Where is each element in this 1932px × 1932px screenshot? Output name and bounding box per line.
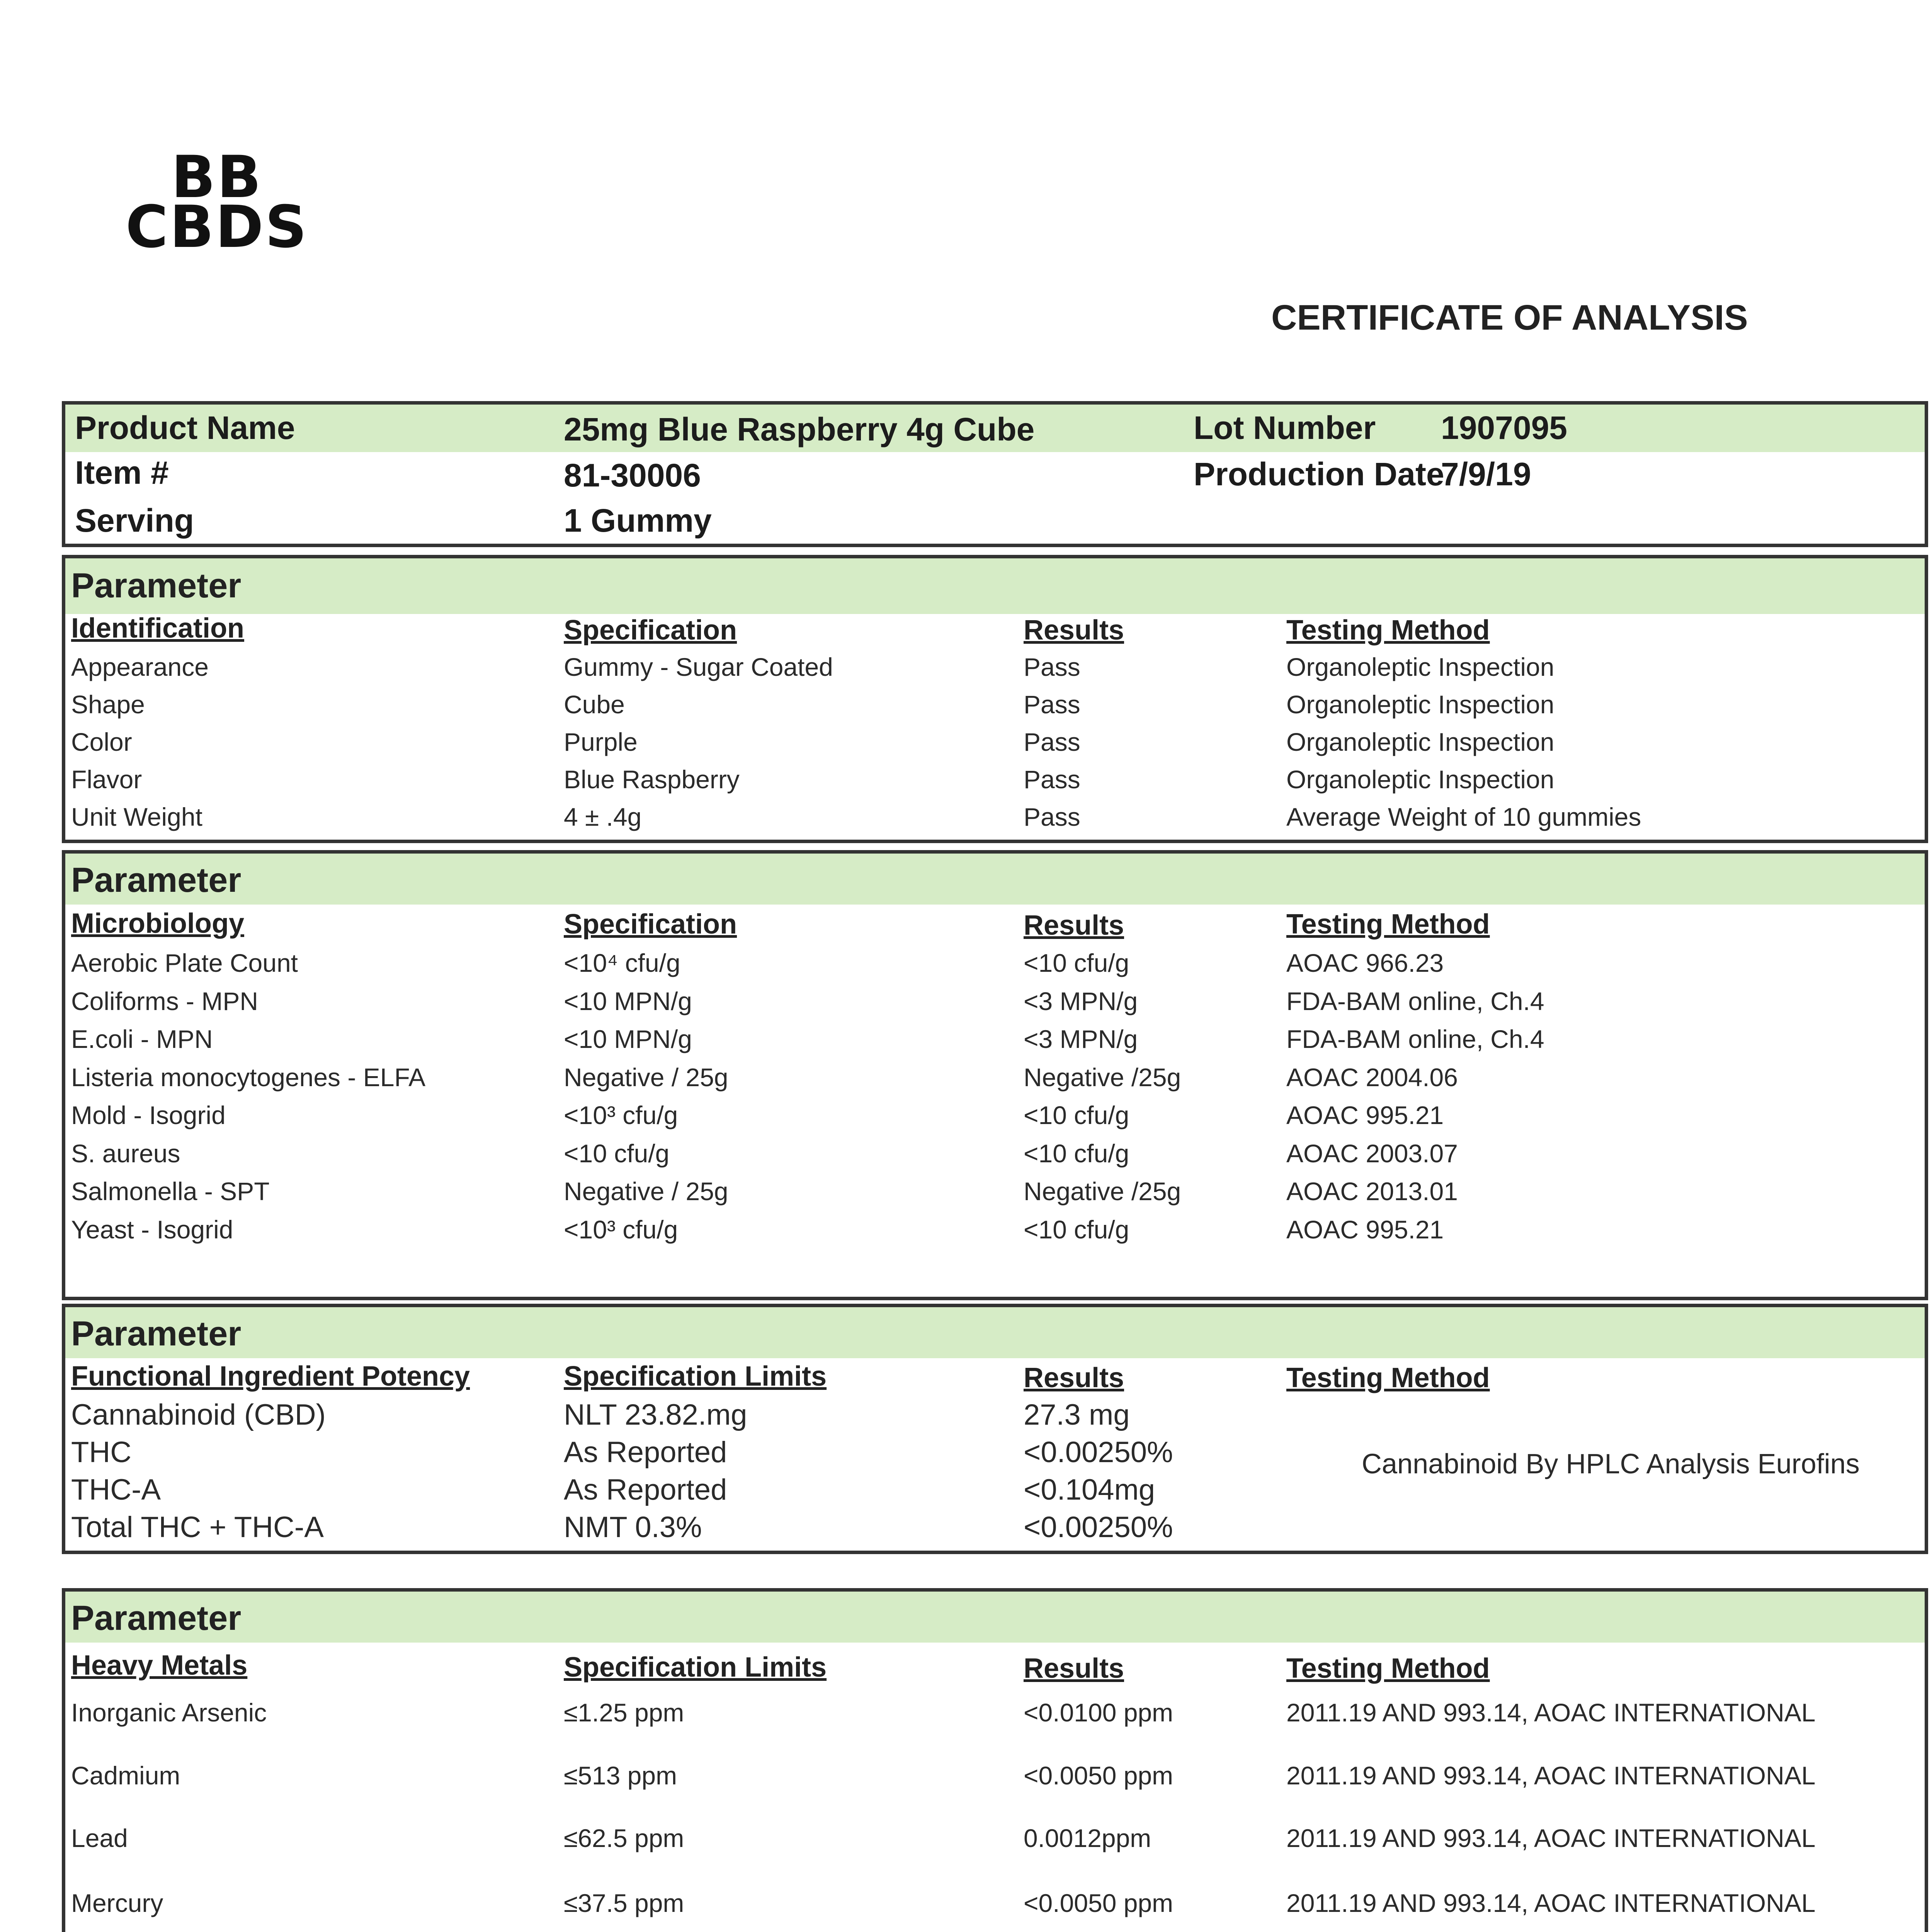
potency-param-cell: Total THC + THC-A [71, 1511, 324, 1544]
heavy-metals-spec-cell: ≤62.5 ppm [564, 1824, 684, 1852]
heavy-metals-spec-cell: ≤513 ppm [564, 1761, 677, 1790]
product-name-label: Product Name [75, 410, 295, 446]
heavy-metals-col-header-3: Results [1024, 1653, 1124, 1684]
potency-param-cell: THC-A [71, 1473, 161, 1506]
identification-method-cell: Organoleptic Inspection [1286, 653, 1554, 681]
heavy-metals-section [62, 1588, 1928, 1932]
potency-param-cell: THC [71, 1436, 132, 1469]
microbiology-band [65, 854, 1925, 905]
microbiology-spec-cell: <10 MPN/g [564, 1025, 692, 1053]
identification-param-cell: Color [71, 728, 132, 756]
potency-result-cell: <0.104mg [1024, 1473, 1155, 1506]
heavy-metals-parameter-heading: Parameter [71, 1599, 242, 1638]
microbiology-method-cell: AOAC 966.23 [1286, 949, 1444, 977]
microbiology-param-cell: S. aureus [71, 1139, 180, 1168]
microbiology-method-cell: AOAC 2003.07 [1286, 1139, 1458, 1168]
potency-result-cell: <0.00250% [1024, 1436, 1173, 1469]
microbiology-parameter-heading: Parameter [71, 861, 242, 900]
product-name-value: 25mg Blue Raspberry 4g Cube [564, 411, 1035, 447]
potency-spec-cell: NMT 0.3% [564, 1511, 702, 1544]
microbiology-spec-cell: Negative / 25g [564, 1177, 728, 1206]
heavy-metals-col-header-4: Testing Method [1286, 1653, 1490, 1684]
potency-spec-cell: As Reported [564, 1473, 727, 1506]
identification-result-cell: Pass [1024, 653, 1080, 681]
serving-value: 1 Gummy [564, 502, 712, 539]
microbiology-spec-cell: <10⁴ cfu/g [564, 949, 680, 977]
potency-testing-method: Cannabinoid By HPLC Analysis Eurofins [1362, 1449, 1860, 1480]
microbiology-section [62, 850, 1928, 1300]
potency-spec-cell: NLT 23.82.mg [564, 1398, 747, 1431]
heavy-metals-param-cell: Cadmium [71, 1761, 180, 1790]
identification-parameter-heading: Parameter [71, 566, 242, 605]
heavy-metals-spec-cell: ≤1.25 ppm [564, 1698, 684, 1727]
lot-number-label: Lot Number [1194, 410, 1376, 446]
heavy-metals-band [65, 1592, 1925, 1643]
identification-method-cell: Organoleptic Inspection [1286, 690, 1554, 719]
microbiology-param-cell: Listeria monocytogenes - ELFA [71, 1063, 426, 1092]
identification-spec-cell: 4 ± .4g [564, 803, 642, 831]
potency-col-header-4: Testing Method [1286, 1362, 1490, 1393]
product-info-box [62, 401, 1928, 547]
identification-col-header-2: Specification [564, 615, 737, 646]
potency-col-header-2: Specification Limits [564, 1361, 827, 1392]
microbiology-method-cell: AOAC 995.21 [1286, 1215, 1444, 1244]
microbiology-result-cell: Negative /25g [1024, 1063, 1181, 1092]
potency-section [62, 1304, 1928, 1554]
heavy-metals-param-cell: Mercury [71, 1889, 163, 1917]
heavy-metals-result-cell: <0.0050 ppm [1024, 1889, 1173, 1917]
potency-parameter-heading: Parameter [71, 1315, 242, 1353]
brand-logo-line2: CBDS [126, 194, 308, 261]
identification-method-cell: Organoleptic Inspection [1286, 728, 1554, 756]
potency-param-cell: Cannabinoid (CBD) [71, 1398, 326, 1431]
potency-col-header-3: Results [1024, 1362, 1124, 1393]
microbiology-method-cell: FDA-BAM online, Ch.4 [1286, 986, 1544, 1015]
heavy-metals-method-cell: 2011.19 AND 993.14, AOAC INTERNATIONAL [1286, 1761, 1816, 1790]
potency-band [65, 1307, 1925, 1358]
microbiology-result-cell: <3 MPN/g [1024, 986, 1138, 1015]
microbiology-col-header-4: Testing Method [1286, 909, 1490, 940]
serving-label: Serving [75, 502, 194, 539]
potency-spec-cell: As Reported [564, 1436, 727, 1469]
microbiology-param-cell: Aerobic Plate Count [71, 949, 298, 977]
item-number-value: 81-30006 [564, 457, 701, 493]
item-number-label: Item # [75, 454, 169, 491]
microbiology-spec-cell: <10³ cfu/g [564, 1101, 678, 1129]
brand-logo-line1: BB [171, 144, 263, 211]
heavy-metals-param-cell: Lead [71, 1824, 128, 1852]
potency-result-cell: <0.00250% [1024, 1511, 1173, 1544]
microbiology-result-cell: <10 cfu/g [1024, 1101, 1129, 1129]
document-title: CERTIFICATE OF ANALYSIS [1271, 298, 1748, 337]
microbiology-col-header-1: Microbiology [71, 908, 244, 939]
identification-result-cell: Pass [1024, 803, 1080, 831]
identification-param-cell: Shape [71, 690, 145, 719]
heavy-metals-result-cell: 0.0012ppm [1024, 1824, 1151, 1852]
potency-col-header-1: Functional Ingredient Potency [71, 1361, 470, 1392]
microbiology-result-cell: <10 cfu/g [1024, 949, 1129, 977]
microbiology-param-cell: Mold - Isogrid [71, 1101, 226, 1129]
production-date-value: 7/9/19 [1441, 456, 1531, 492]
identification-col-header-1: Identification [71, 613, 244, 644]
identification-param-cell: Flavor [71, 765, 142, 794]
microbiology-method-cell: AOAC 995.21 [1286, 1101, 1444, 1129]
identification-band [65, 558, 1925, 614]
microbiology-spec-cell: <10 cfu/g [564, 1139, 670, 1168]
heavy-metals-param-cell: Inorganic Arsenic [71, 1698, 267, 1727]
microbiology-result-cell: <3 MPN/g [1024, 1025, 1138, 1053]
heavy-metals-result-cell: <0.0050 ppm [1024, 1761, 1173, 1790]
microbiology-spec-cell: <10 MPN/g [564, 986, 692, 1015]
microbiology-result-cell: <10 cfu/g [1024, 1139, 1129, 1168]
identification-spec-cell: Cube [564, 690, 625, 719]
lot-number-value: 1907095 [1441, 410, 1568, 446]
identification-spec-cell: Gummy - Sugar Coated [564, 653, 833, 681]
microbiology-method-cell: AOAC 2004.06 [1286, 1063, 1458, 1092]
identification-spec-cell: Purple [564, 728, 638, 756]
microbiology-col-header-3: Results [1024, 910, 1124, 941]
microbiology-spec-cell: Negative / 25g [564, 1063, 728, 1092]
identification-param-cell: Unit Weight [71, 803, 202, 831]
identification-method-cell: Organoleptic Inspection [1286, 765, 1554, 794]
microbiology-method-cell: FDA-BAM online, Ch.4 [1286, 1025, 1544, 1053]
brand-logo [126, 144, 308, 261]
heavy-metals-method-cell: 2011.19 AND 993.14, AOAC INTERNATIONAL [1286, 1698, 1816, 1727]
heavy-metals-method-cell: 2011.19 AND 993.14, AOAC INTERNATIONAL [1286, 1824, 1816, 1852]
identification-method-cell: Average Weight of 10 gummies [1286, 803, 1641, 831]
microbiology-param-cell: Coliforms - MPN [71, 986, 259, 1015]
identification-section [62, 555, 1928, 843]
microbiology-col-header-2: Specification [564, 909, 737, 940]
microbiology-param-cell: Salmonella - SPT [71, 1177, 270, 1206]
microbiology-spec-cell: <10³ cfu/g [564, 1215, 678, 1244]
identification-col-header-3: Results [1024, 615, 1124, 646]
heavy-metals-col-header-2: Specification Limits [564, 1652, 827, 1683]
identification-col-header-4: Testing Method [1286, 615, 1490, 646]
potency-result-cell: 27.3 mg [1024, 1398, 1130, 1431]
heavy-metals-result-cell: <0.0100 ppm [1024, 1698, 1173, 1727]
microbiology-param-cell: E.coli - MPN [71, 1025, 213, 1053]
identification-spec-cell: Blue Raspberry [564, 765, 740, 794]
microbiology-result-cell: <10 cfu/g [1024, 1215, 1129, 1244]
identification-result-cell: Pass [1024, 765, 1080, 794]
identification-param-cell: Appearance [71, 653, 209, 681]
microbiology-param-cell: Yeast - Isogrid [71, 1215, 233, 1244]
heavy-metals-col-header-1: Heavy Metals [71, 1650, 248, 1681]
heavy-metals-spec-cell: ≤37.5 ppm [564, 1889, 684, 1917]
heavy-metals-method-cell: 2011.19 AND 993.14, AOAC INTERNATIONAL [1286, 1889, 1816, 1917]
microbiology-method-cell: AOAC 2013.01 [1286, 1177, 1458, 1206]
identification-result-cell: Pass [1024, 728, 1080, 756]
microbiology-result-cell: Negative /25g [1024, 1177, 1181, 1206]
production-date-label: Production Date [1194, 456, 1444, 492]
identification-result-cell: Pass [1024, 690, 1080, 719]
